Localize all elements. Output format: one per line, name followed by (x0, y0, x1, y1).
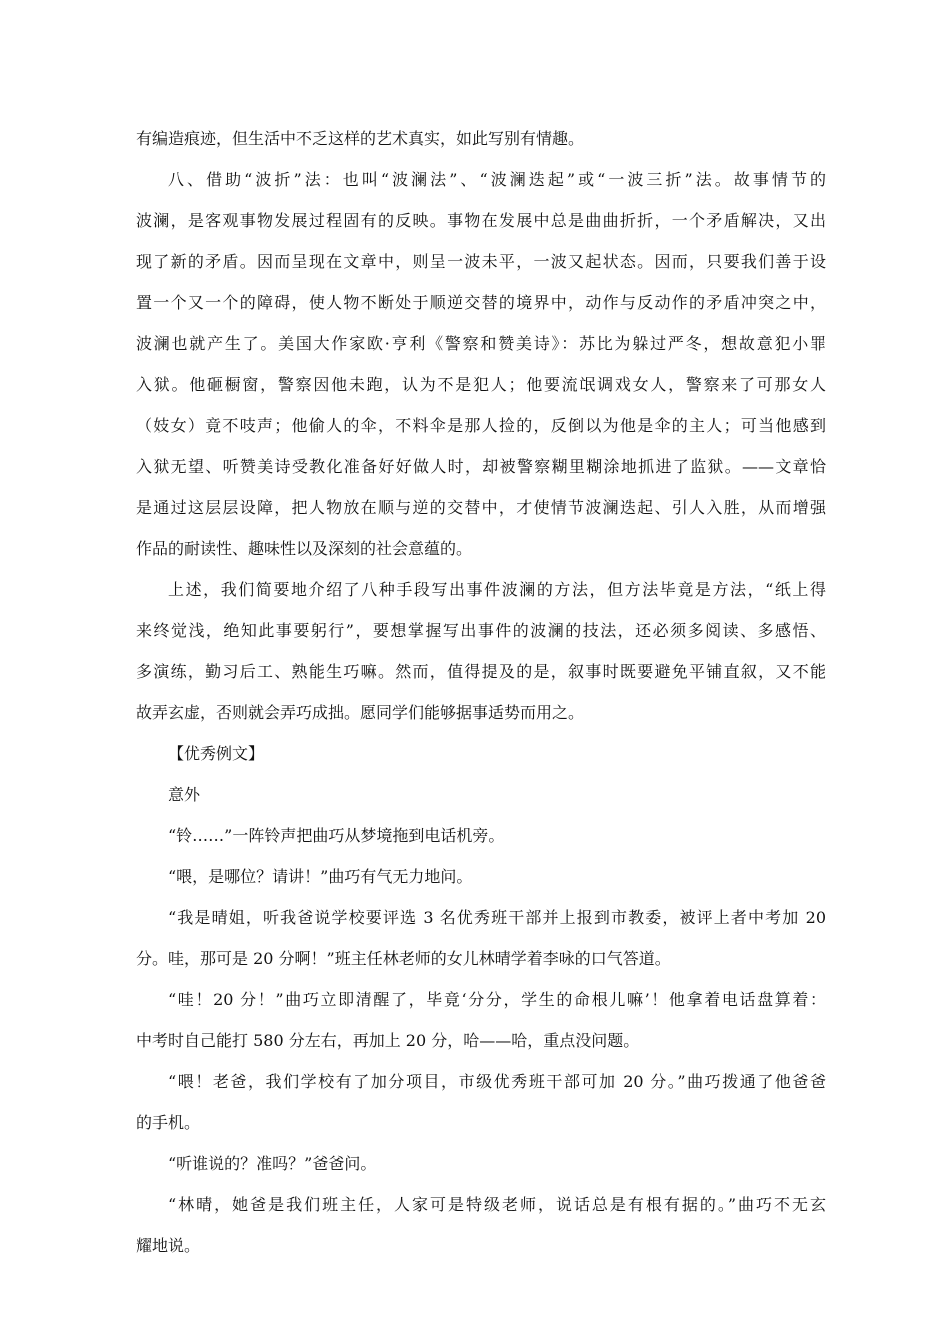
text-line-9: 入狱无望、听赞美诗受教化准备好好做人时，却被警察糊里糊涂地抓进了监狱。——文章恰 (136, 457, 826, 476)
text-line-13: 来终觉浅，绝知此事要躬行”，要想掌握写出事件的波澜的技法，还必须多阅读、多感悟、 (136, 621, 826, 640)
text-line-19: “喂，是哪位？请讲！”曲巧有气无力地问。 (168, 867, 473, 886)
section-heading: 【优秀例文】 (168, 744, 265, 763)
text-line-20: “我是晴姐，听我爸说学校要评选 3 名优秀班干部并上报到市教委，被评上者中考加 20 (168, 908, 826, 927)
text-line-11: 作品的耐读性、趣味性以及深刻的社会意蕴的。 (136, 539, 473, 558)
text-line-24: “喂！老爸，我们学校有了加分项目，市级优秀班干部可加 20 分。”曲巧拨通了他爸爸 (168, 1072, 826, 1091)
text-line-25: 的手机。 (136, 1113, 201, 1132)
text-line-26: “听谁说的？准吗？”爸爸问。 (168, 1154, 377, 1173)
text-line-7: 入狱。他砸橱窗，警察因他未跑，认为不是犯人；他要流氓调戏女人，警察来了可那女人 (136, 375, 826, 394)
text-line-15: 故弄玄虚，否则就会弄巧成拙。愿同学们能够据事适势而用之。 (136, 703, 585, 722)
text-line-12: 上述，我们简要地介绍了八种手段写出事件波澜的方法，但方法毕竟是方法，“纸上得 (168, 580, 826, 599)
text-line-21: 分。哇，那可是 20 分啊！”班主任林老师的女儿林晴学着李咏的口气答道。 (136, 949, 671, 968)
text-line-3: 波澜，是客观事物发展过程固有的反映。事物在发展中总是曲曲折折，一个矛盾解决，又出 (136, 211, 826, 230)
text-line-4: 现了新的矛盾。因而呈现在文章中，则呈一波未平，一波又起状态。因而，只要我们善于设 (136, 252, 826, 271)
text-line-1: 有编造痕迹，但生活中不乏这样的艺术真实，如此写别有情趣。 (136, 129, 585, 148)
essay-title: 意外 (168, 785, 201, 804)
text-line-14: 多演练，勤习后工、熟能生巧嘛。然而，值得提及的是，叙事时既要避免平铺直叙，又不能 (136, 662, 826, 681)
text-line-10: 是通过这层层设障，把人物放在顺与逆的交替中，才使情节波澜迭起、引人入胜，从而增强 (136, 498, 826, 517)
text-line-28: 耀地说。 (136, 1236, 201, 1255)
text-line-5: 置一个又一个的障碍，使人物不断处于顺逆交替的境界中，动作与反动作的矛盾冲突之中， (136, 293, 826, 312)
text-line-8: （妓女）竟不吱声；他偷人的伞，不料伞是那人捡的，反倒以为他是伞的主人；可当他感到 (136, 416, 826, 435)
text-line-6: 波澜也就产生了。美国大作家欧·亨利《警察和赞美诗》：苏比为躲过严冬，想故意犯小罪 (136, 334, 826, 353)
text-line-23: 中考时自己能打 580 分左右，再加上 20 分，哈——哈，重点没问题。 (136, 1031, 640, 1050)
document-page (136, 118, 826, 1266)
text-line-22: “哇！20 分！”曲巧立即清醒了，毕竟‘分分，学生的命根儿嘛’！他拿着电话盘算着： (168, 990, 826, 1009)
text-line-27: “林晴，她爸是我们班主任，人家可是特级老师，说话总是有根有据的。”曲巧不无玄 (168, 1195, 826, 1214)
text-line-18: “铃……”一阵铃声把曲巧从梦境拖到电话机旁。 (168, 826, 505, 845)
text-line-2: 八、借助“波折”法：也叫“波澜法”、“波澜迭起”或“一波三折”法。故事情节的 (168, 170, 826, 189)
